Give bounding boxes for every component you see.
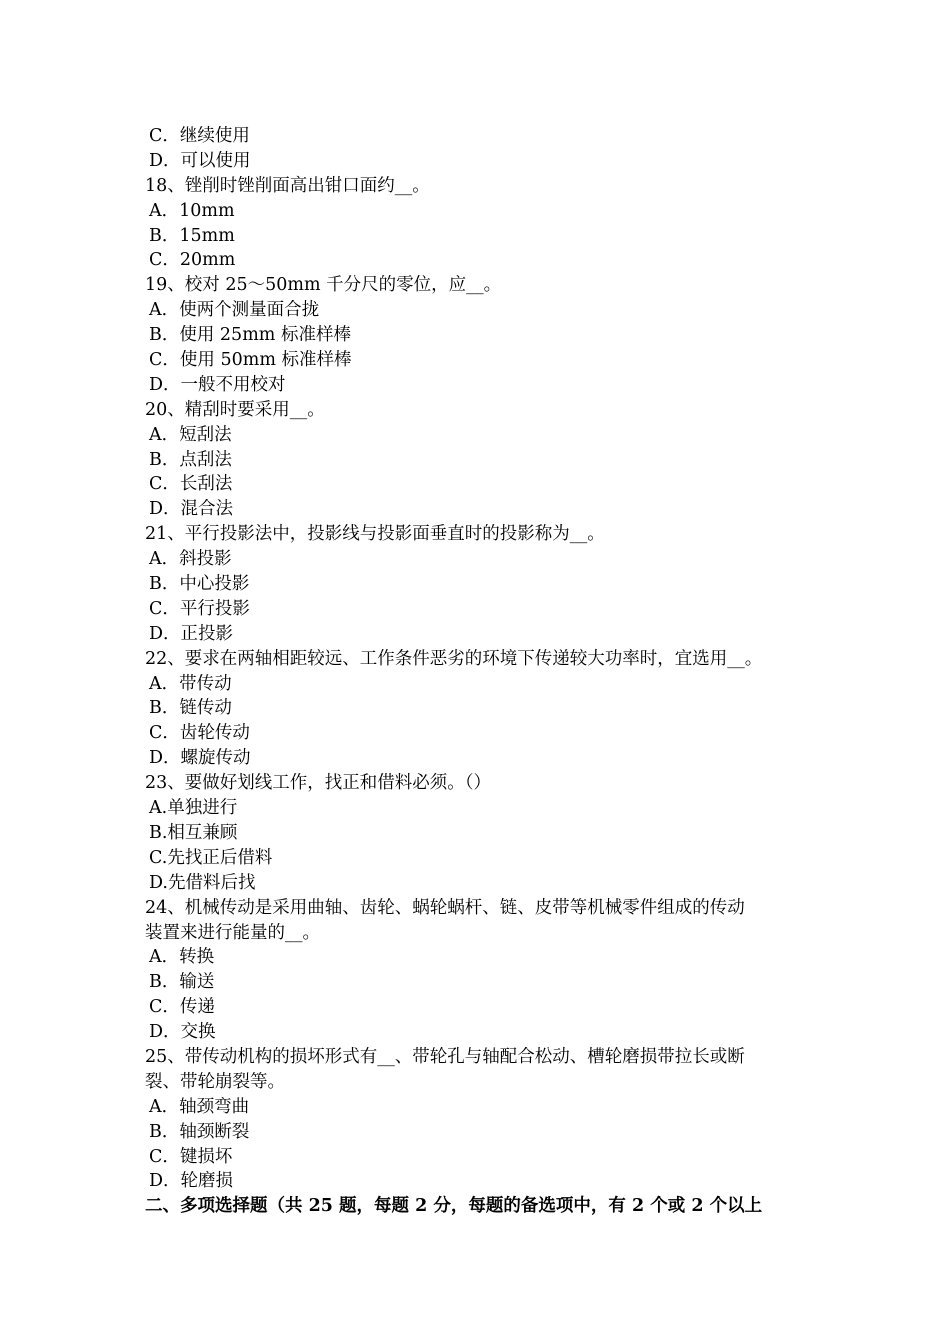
answer-option: A．轴颈弯曲 — [149, 1096, 250, 1117]
question-text: 19、校对 25～50mm 千分尺的零位，应__。 — [145, 275, 502, 296]
question-text: 25、带传动机构的损坏形式有__、带轮孔与轴配合松动、槽轮磨损带拉长或断 — [145, 1046, 745, 1067]
answer-option: B．15mm — [149, 225, 235, 246]
question-text: 24、机械传动是采用曲轴、齿轮、蜗轮蜗杆、链、皮带等机械零件组成的传动 — [145, 897, 745, 918]
answer-option: A．斜投影 — [149, 549, 232, 570]
question-text: 23、要做好划线工作，找正和借料必须。（） — [145, 773, 492, 794]
answer-option: D．轮磨损 — [149, 1171, 234, 1192]
answer-option: B．链传动 — [149, 698, 232, 719]
answer-option: A．短刮法 — [149, 424, 232, 445]
answer-option: C．20mm — [149, 250, 236, 271]
exam-question-list — [145, 124, 815, 1219]
section-heading: 二、多项选择题（共 25 题，每题 2 分，每题的备选项中，有 2 个或 2 个以上 — [145, 1196, 763, 1217]
answer-option: C．传递 — [149, 997, 215, 1018]
answer-option: B．使用 25mm 标准样棒 — [149, 325, 351, 346]
answer-option: C．齿轮传动 — [149, 723, 250, 744]
answer-option: C．继续使用 — [149, 126, 250, 146]
answer-option: D．一般不用校对 — [149, 374, 286, 395]
answer-option: C．键损坏 — [149, 1146, 233, 1167]
answer-option: C．平行投影 — [149, 598, 250, 619]
answer-option: C．使用 50mm 标准样棒 — [149, 350, 352, 371]
answer-option: D.先借料后找 — [149, 872, 256, 893]
answer-option: B．轴颈断裂 — [149, 1121, 250, 1142]
question-text: 22、要求在两轴相距较远、工作条件恶劣的环境下传递较大功率时，宜选用__。 — [145, 648, 763, 669]
question-text: 18、锉削时锉削面高出钳口面约__。 — [145, 175, 430, 196]
answer-option: A．带传动 — [149, 673, 232, 694]
question-text-continued: 装置来进行能量的__。 — [145, 922, 320, 943]
answer-option: B．输送 — [149, 972, 215, 993]
question-text: 21、平行投影法中，投影线与投影面垂直时的投影称为__。 — [145, 524, 605, 545]
question-text-continued: 裂、带轮崩裂等。 — [145, 1071, 285, 1092]
answer-option: D．混合法 — [149, 499, 234, 520]
answer-option: B.相互兼顾 — [149, 822, 238, 843]
answer-option: C.先找正后借料 — [149, 847, 273, 868]
answer-option: D．螺旋传动 — [149, 748, 251, 769]
answer-option: D．交换 — [149, 1022, 216, 1043]
answer-option: D．可以使用 — [149, 150, 251, 171]
answer-option: B．中心投影 — [149, 574, 250, 595]
answer-option: A.单独进行 — [149, 798, 238, 819]
answer-option: B．点刮法 — [149, 449, 232, 470]
answer-option: A．使两个测量面合拢 — [149, 300, 320, 321]
answer-option: A．10mm — [149, 200, 235, 221]
answer-option: C．长刮法 — [149, 474, 233, 495]
answer-option: D．正投影 — [149, 623, 234, 644]
question-text: 20、精刮时要采用__。 — [145, 399, 325, 420]
answer-option: A．转换 — [149, 947, 215, 968]
